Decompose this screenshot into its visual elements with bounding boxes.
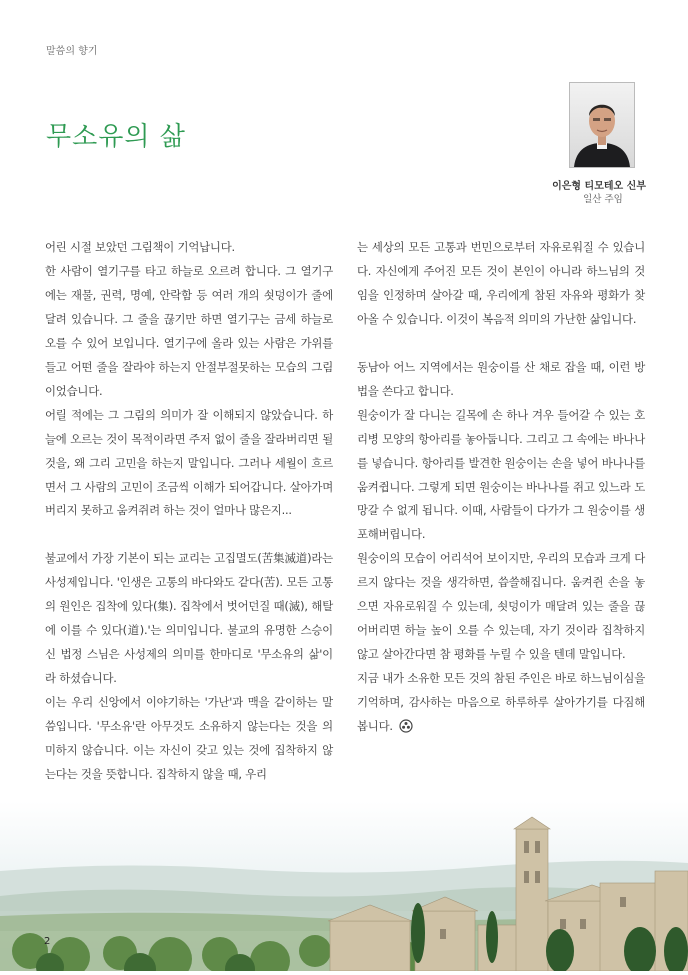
author-parish: 일산 주임 [583,194,623,205]
landscape-illustration [0,801,688,971]
article-right-column [357,236,645,742]
end-ornament-icon [399,718,413,742]
paragraph: 불교에서 가장 기본이 되는 교리는 고집멸도(苦集滅道)라는 사성제입니다. '인생은 고통의 바다와도 같다(苦). 모든 고통의 원인은 집착에 있다(集). 집착에서 벗어던질 때(滅), 해탈에 이를 수 있다(道).'는 의미입니다. 불교의 유명한 스승이신 법정 스님은 사성제의 의미를 한마디로 '무소유의 삶'이라 하셨습니다. [45,551,333,686]
paragraph: 어린 시절 보았던 그림책이 기억납니다. [45,240,235,254]
page-number: 2 [44,936,51,947]
paragraph: 이는 우리 신앙에서 이야기하는 '가난'과 맥을 같이하는 말씀입니다. '무소유'란 아무것도 소유하지 않는다는 것을 의미하지 않습니다. 이는 자신이 갖고 있는 것에 집착하지 않는다는 것을 뜻합니다. 집착하지 않을 때, 우리 [45,695,333,781]
author-name: 이은형 티모테오 신부 [552,181,646,192]
paragraph: 동남아 어느 지역에서는 원숭이를 산 채로 잡을 때, 이런 방법을 쓴다고 합니다. [357,359,645,398]
paragraph: 원숭이가 잘 다니는 길목에 손 하나 겨우 들어갈 수 있는 호리병 모양의 항아리를 놓아둡니다. 그리고 그 속에는 바나나를 넣습니다. 항아리를 발견한 원숭이는 손을 넣어 바나나를 움켜쥡니다. 그렇게 되면 원숭이는 바나나를 쥐고 있느라 도망갈 수 없게 됩니다. 이때, 사람들이 다가가 그 원숭이를 생포해버립니다. [357,407,645,542]
paragraph-text: 지금 내가 소유한 모든 것의 참된 주인은 바로 하느님이심을 기억하며, 감사하는 마음으로 하루하루 살아가기를 다짐해봅니다. [357,671,645,734]
section-label: 말씀의 향기 [46,46,98,57]
article-left-column [45,236,333,787]
paragraph: 한 사람이 열기구를 타고 하늘로 오르려 합니다. 그 열기구에는 재물, 권력, 명예, 안락함 등 여러 개의 쇳덩이가 줄에 달려 있습니다. 그 줄을 끊기만 하면 열기구는 금세 하늘로 오를 수 있어 보입니다. 열기구에 올라 있는 사람은 가위를 들고 어떤 줄을 잘라야 하는지 안절부절못하는 모습의 그림이었습니다. [45,263,333,398]
paragraph: 어릴 적에는 그 그림의 의미가 잘 이해되지 않았습니다. 하늘에 오르는 것이 목적이라면 주저 없이 줄을 잘라버리면 될 것을, 왜 그리 고민을 하는지 말입니다. 그러나 세월이 흐르면서 그 사람의 고민이 조금씩 이해가 되어갑니다. 살아가며 버리지 못하고 움켜쥐려 하는 것이 얼마나 많은지... [45,407,333,518]
paragraph: 원숭이의 모습이 어리석어 보이지만, 우리의 모습과 크게 다르지 않다는 것을 생각하면, 씁쓸해집니다. 움켜쥔 손을 놓으면 자유로워질 수 있는데, 쇳덩이가 매달려 있는 줄을 끊어버리면 하늘 높이 오를 수 있는데, 자기 것이라 집착하지 않고 살아간다면 참 평화를 누릴 수 있을 텐데 말입니다. [357,551,645,662]
paragraph-last [357,667,645,742]
author-photo [569,82,635,168]
page-title: 무소유의 삶 [46,122,186,152]
paragraph: 는 세상의 모든 고통과 번민으로부터 자유로워질 수 있습니다. 자신에게 주어진 모든 것이 본인이 아니라 하느님의 것임을 인정하며 살아갈 때, 우리에게 참된 자유와 평화가 찾아올 수 있습니다. 이것이 복음적 의미의 가난한 삶입니다. [357,240,645,326]
